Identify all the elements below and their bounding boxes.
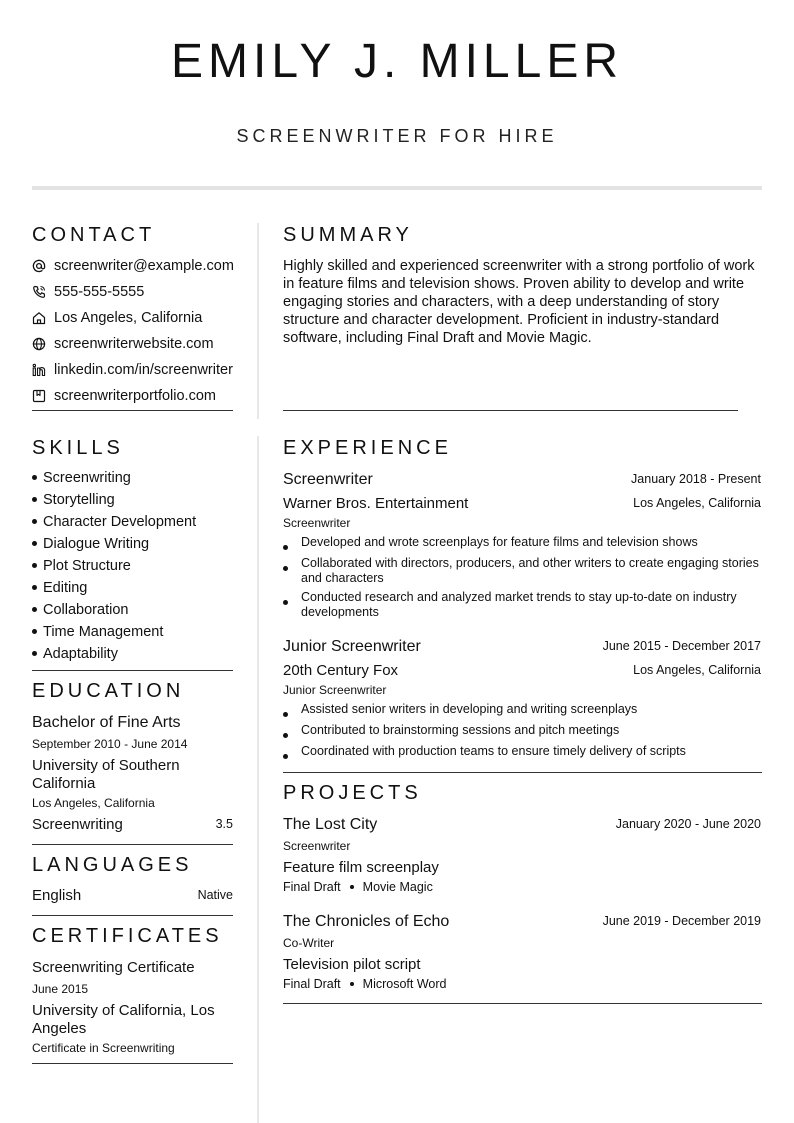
skills-heading: SKILLS bbox=[32, 437, 124, 459]
job-location: Los Angeles, California bbox=[633, 663, 761, 677]
project-keyword: Final Draft bbox=[283, 880, 341, 894]
languages-divider bbox=[32, 915, 233, 916]
experience-divider bbox=[283, 772, 762, 773]
project-dates: January 2020 - June 2020 bbox=[615, 817, 761, 831]
project-description: Feature film screenplay bbox=[283, 859, 439, 876]
contact-location-text: Los Angeles, California bbox=[54, 310, 203, 326]
summary-heading: SUMMARY bbox=[283, 224, 413, 246]
job-highlight: Developed and wrote screenplays for feature films and television shows bbox=[283, 535, 761, 550]
contact-website[interactable] bbox=[32, 334, 254, 354]
certificate-issuer: University of California, Los Angeles bbox=[32, 1002, 215, 1037]
projects-divider bbox=[283, 1003, 762, 1004]
contact-email-text: screenwriter@example.com bbox=[54, 258, 234, 274]
job-dates: January 2018 - Present bbox=[631, 472, 761, 486]
skill-item: Time Management bbox=[32, 624, 163, 640]
header-divider bbox=[32, 186, 762, 190]
project-keyword: Microsoft Word bbox=[362, 977, 447, 991]
job-highlight: Conducted research and analyzed market trends to stay up-to-date on industry developments bbox=[283, 590, 761, 620]
summary-text: Highly skilled and experienced screenwriter with a strong portfolio of work in feature films and television shows. Proven ability to develop and write engaging stories and characters, with a deep understanding of story structure and character development. Proficient in industry-standard software, including Final Draft and Movie Magic. bbox=[283, 258, 755, 346]
certificate-summary: Certificate in Screenwriting bbox=[32, 1041, 175, 1055]
skills-divider bbox=[32, 670, 233, 671]
skill-item: Collaboration bbox=[32, 602, 128, 618]
resume-tagline: SCREENWRITER FOR HIRE bbox=[236, 126, 558, 146]
job-highlight: Collaborated with directors, producers, and other writers to create engaging stories and characters bbox=[283, 556, 761, 586]
project-name: The Lost City bbox=[283, 816, 378, 833]
portfolio-icon bbox=[32, 389, 46, 403]
project-keyword: Movie Magic bbox=[362, 880, 433, 894]
certificates-divider bbox=[32, 1063, 233, 1064]
contact-location bbox=[32, 308, 254, 328]
job-position: Junior Screenwriter bbox=[283, 638, 421, 655]
skill-item: Dialogue Writing bbox=[32, 536, 149, 552]
job-summary: Junior Screenwriter bbox=[283, 683, 387, 697]
job-position: Screenwriter bbox=[283, 471, 373, 488]
globe-icon bbox=[32, 337, 46, 351]
project-dates: June 2019 - December 2019 bbox=[602, 914, 761, 928]
skill-item: Adaptability bbox=[32, 646, 118, 662]
contact-heading: CONTACT bbox=[32, 224, 156, 246]
linkedin-icon bbox=[32, 363, 46, 377]
contact-phone[interactable] bbox=[32, 282, 254, 302]
project-keyword: Final Draft bbox=[283, 977, 341, 991]
contact-linkedin-text: linkedin.com/in/screenwriter bbox=[54, 362, 233, 378]
summary-divider bbox=[283, 410, 738, 411]
project-role: Co-Writer bbox=[283, 936, 335, 950]
job-summary: Screenwriter bbox=[283, 516, 351, 530]
education-divider bbox=[32, 844, 233, 845]
contact-email[interactable] bbox=[32, 256, 254, 276]
contact-portfolio-text: screenwriterportfolio.com bbox=[54, 388, 216, 404]
home-icon bbox=[32, 311, 46, 325]
contact-divider bbox=[32, 410, 233, 411]
education-school: University of Southern California bbox=[32, 757, 180, 792]
job-highlight: Contributed to brainstorming sessions and pitch meetings bbox=[283, 723, 761, 738]
education-heading: EDUCATION bbox=[32, 680, 185, 702]
job-location: Los Angeles, California bbox=[633, 496, 761, 510]
skill-item: Editing bbox=[32, 580, 87, 596]
contact-portfolio[interactable] bbox=[32, 386, 254, 406]
column-divider-bottom bbox=[257, 436, 259, 1123]
at-icon bbox=[32, 259, 46, 273]
education-area: Screenwriting bbox=[32, 816, 123, 833]
project-description: Television pilot script bbox=[283, 956, 421, 973]
education-dates: September 2010 - June 2014 bbox=[32, 737, 188, 751]
certificate-date: June 2015 bbox=[32, 982, 89, 996]
contact-linkedin[interactable] bbox=[32, 360, 254, 380]
project-role: Screenwriter bbox=[283, 839, 351, 853]
job-company: 20th Century Fox bbox=[283, 662, 399, 679]
certificates-heading: CERTIFICATES bbox=[32, 925, 223, 947]
column-divider-top bbox=[257, 223, 259, 419]
education-degree: Bachelor of Fine Arts bbox=[32, 714, 181, 731]
contact-phone-text: 555-555-5555 bbox=[54, 284, 145, 300]
skill-item: Character Development bbox=[32, 514, 196, 530]
job-highlight: Assisted senior writers in developing and writing screenplays bbox=[283, 702, 761, 717]
contact-website-text: screenwriterwebsite.com bbox=[54, 336, 214, 352]
certificate-name: Screenwriting Certificate bbox=[32, 959, 195, 976]
skill-item: Plot Structure bbox=[32, 558, 131, 574]
project-name: The Chronicles of Echo bbox=[283, 913, 450, 930]
language-level: Native bbox=[197, 888, 233, 902]
education-location: Los Angeles, California bbox=[32, 796, 155, 810]
experience-heading: EXPERIENCE bbox=[283, 437, 452, 459]
phone-icon bbox=[32, 285, 46, 299]
job-highlight: Coordinated with production teams to ensure timely delivery of scripts bbox=[283, 744, 761, 759]
project-keywords bbox=[283, 977, 446, 991]
projects-heading: PROJECTS bbox=[283, 782, 422, 804]
job-dates: June 2015 - December 2017 bbox=[602, 639, 761, 653]
skill-item: Storytelling bbox=[32, 492, 115, 508]
language-name: English bbox=[32, 887, 82, 904]
resume-name: EMILY J. MILLER bbox=[170, 35, 623, 88]
education-score: 3.5 bbox=[215, 817, 233, 831]
project-keywords bbox=[283, 880, 433, 894]
languages-heading: LANGUAGES bbox=[32, 854, 193, 876]
skill-item: Screenwriting bbox=[32, 470, 131, 486]
job-company: Warner Bros. Entertainment bbox=[283, 495, 469, 512]
